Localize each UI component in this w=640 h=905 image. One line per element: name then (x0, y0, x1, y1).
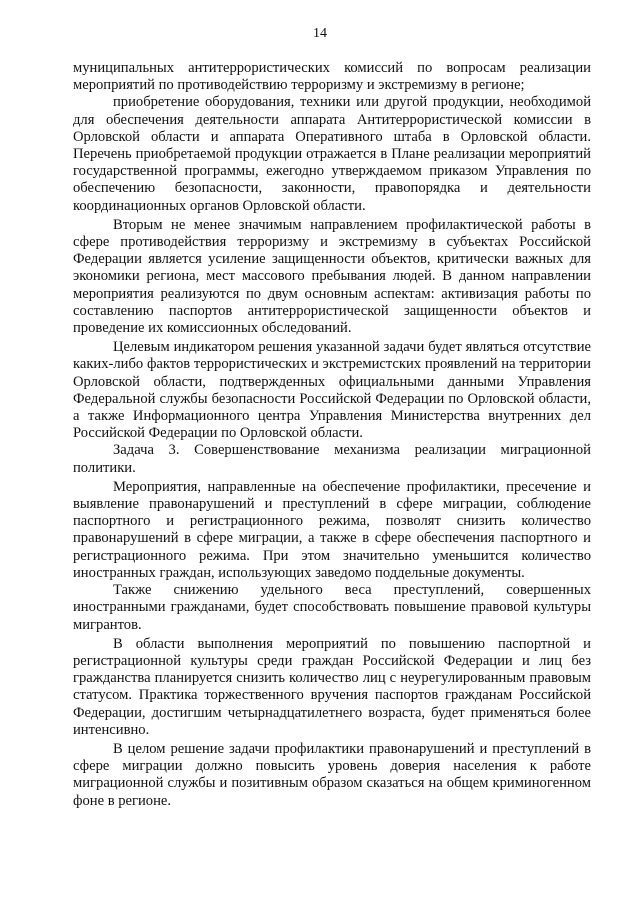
paragraph-target-indicator: Целевым индикатором решения указанной задачи будет являться отсутствие каких-либо фактов террористических и экстремистских проявлений на территории Орловской области, подтвержденных официальными данными Управления Федеральной службы безопасности Российской Федерации по Орловской области, а также Информационного центра Управления Министерства внутренних дел Российской Федерации по Орловской области. (73, 339, 591, 442)
paragraph-equipment-purchase: приобретение оборудования, техники или другой продукции, необходимой для обеспечения деятельности аппарата Антитеррористической комиссии в Орловской области и аппарата Оперативного штаба в Орловской области. Перечень приобретаемой продукции отражается в Плане реализации мероприятий государственной программы, ежегодно утверждаемом приказом Управления по обеспечению безопасности, законности, правопорядка и деятельности координационных органов Орловской области. (73, 94, 591, 214)
paragraph-crime-reduction: Также снижению удельного веса преступлений, совершенных иностранными гражданами, будет способствовать повышение правовой культуры мигрантов. (73, 582, 591, 633)
document-body (73, 60, 591, 810)
paragraph-conclusion: В целом решение задачи профилактики правонарушений и преступлений в сфере миграции должно повысить уровень доверия населения к работе миграционной службы и позитивным образом сказаться на общем криминогенном фоне в регионе. (73, 740, 591, 809)
paragraph-second-direction: Вторым не менее значимым направлением профилактической работы в сфере противодействия терроризму и экстремизму в субъектах Российской Федерации является усиление защищенности объектов, критически важных для экономики региона, мест массового пребывания людей. В данном направлении мероприятия реализуются по двум основным аспектам: активизация работы по составлению паспортов антитеррористической защищенности объектов и проведение их комиссионных обследований. (73, 216, 591, 337)
paragraph-passport-culture: В области выполнения мероприятий по повышению паспортной и регистрационной культуры среди граждан Российской Федерации и лиц без гражданства планируется снизить количество лиц с неурегулированным правовым статусом. Практика торжественного вручения паспортов гражданам Российской Федерации, достигшим четырнадцатилетнего возраста, будет применяться более интенсивно. (73, 635, 591, 738)
paragraph-migration-measures: Мероприятия, направленные на обеспечение профилактики, пресечение и выявление правонарушений и преступлений в сфере миграции, соблюдение паспортного и регистрационного режима, позволят снизить количество правонарушений в сфере миграции, а также в сфере обеспечения паспортного и регистрационного режима. При этом значительно уменьшится количество иностранных граждан, использующих заведомо поддельные документы. (73, 478, 591, 581)
paragraph-task-3-heading: Задача 3. Совершенствование механизма реализации миграционной политики. (73, 442, 591, 476)
page-number: 14 (313, 26, 327, 41)
paragraph-commissions-continuation: муниципальных антитеррористических комиссий по вопросам реализации мероприятий по противодействию терроризму и экстремизму в регионе; (73, 60, 591, 94)
